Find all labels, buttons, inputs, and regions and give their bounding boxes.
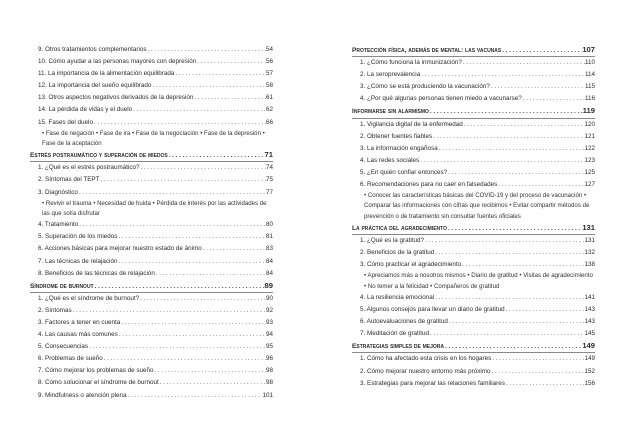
toc-bullet-item: • Visitas de agradecimiento [519,272,593,279]
dot-leader [154,365,266,377]
toc-entry-3-diagnostico[interactable] [30,187,273,199]
page-number: 81 [265,233,273,241]
page-number: 75 [265,176,273,184]
dot-leader [491,353,584,365]
dot-leader [447,167,584,179]
toc-entry-6-problemas-de-sueno[interactable] [30,353,273,365]
page-number: 84 [265,257,273,265]
page-number: 62 [265,106,273,114]
entry-title: 7. Meditación de gratitud [360,330,429,338]
page-number: 61 [265,94,273,102]
page-number: 95 [265,343,273,351]
toc-bullet-item: • Revivir el trauma [42,200,92,207]
dot-leader [491,366,585,378]
dot-leader [429,106,583,118]
entry-title: 6. Problemas de sueño [38,355,103,363]
toc-entry-2-como-mejorar-nuestro-entorno-mas-proxi[interactable] [352,366,595,378]
toc-left-column [30,44,273,402]
page-number: 122 [584,144,595,152]
page-number: 143 [584,318,595,326]
entry-title: 1. ¿Qué es el estrés postraumático? [38,164,140,172]
toc-entry-5-algunos-consejos-para-llevar-un-diario[interactable] [352,304,595,316]
toc-entry-1-como-funciona-la-inmunizacion[interactable] [352,57,595,69]
dot-leader [429,328,585,340]
entry-title: 15. Fases del duelo [38,118,93,126]
toc-entry-1-que-es-el-sindrome-de-burnout[interactable] [30,293,273,305]
page-number: 98 [265,379,273,387]
entry-title: 1. Cómo ha afectado esta crisis en los hogares [360,355,492,363]
toc-entry-7-como-mejorar-los-problemas-de-sueno[interactable] [30,365,273,377]
page-number: 90 [265,294,273,302]
toc-entry-2-la-seroprevalencia[interactable] [352,69,595,81]
toc-right-column [352,44,595,390]
entry-title: 6. Autoevaluaciones de gratitud [360,318,448,326]
dot-leader [117,231,266,243]
page-number: 123 [584,156,595,164]
toc-entry-2-sintomas[interactable] [30,305,273,317]
dot-leader [501,45,582,57]
page-number: 93 [265,318,273,326]
entry-title: 4. Las redes sociales [360,156,420,164]
page-number: 84 [265,269,273,277]
entry-title: 8. Cómo solucionar el síndrome de burnout [38,379,159,387]
page-number: 58 [265,82,273,90]
entry-title: 13. Otros aspectos negativos derivados de la depresión [38,94,194,102]
page-number: 145 [584,330,595,338]
section-title: La práctica del agradecimiento [352,225,447,233]
page-number: 110 [584,59,595,67]
toc-entry-6-recomendaciones-para-no-caer-en-falsed[interactable] [352,179,595,191]
entry-title: 2. Beneficios de la gratitud [360,249,435,257]
entry-title: 2. La seroprevalencia [360,71,421,79]
entry-title: 7. Cómo mejorar los problemas de sueño [38,367,154,375]
entry-title: 5. Algunos consejos para llevar un diario de gratitud [360,306,505,314]
toc-bullet-item: • Apreciamos más a nosotros mismos [364,272,466,279]
dot-leader [151,80,266,92]
toc-bullet-item: • No temer a la felicidad [364,283,428,290]
page-number: 107 [582,45,595,54]
page-number: 54 [265,46,273,53]
dot-leader [88,341,266,353]
toc-section-proteccion-fisica-ademas-de-mental-las-v[interactable] [352,44,595,57]
entry-title: 3. Estrategias para mejorar las relaciones familiares [360,379,505,387]
toc-bullet-item: • Fase de la depresión [200,130,261,137]
entry-title: 1. ¿Cómo funciona la inmunización? [360,59,462,67]
dot-leader [497,179,584,191]
page-number: 96 [265,355,273,363]
entry-title: 4. Las causas más comunes [38,331,118,339]
dot-leader [202,243,266,255]
dot-leader [120,317,266,329]
entry-title: 9. Otros tratamientos complementarios [38,46,147,53]
entry-title: 14. La pérdida de vidas y el duelo [38,106,133,114]
dot-leader [419,155,584,167]
entry-title: 3. ¿Cómo se está produciendo la vacunación? [360,83,490,91]
toc-section-informarse-sin-alarmismo[interactable] [352,105,595,118]
dot-leader [505,304,585,316]
toc-entry-4-las-redes-sociales[interactable] [352,155,595,167]
toc-section-la-practica-del-agradecimiento[interactable] [352,222,595,235]
toc-entry-1-que-es-la-gratitud[interactable] [352,235,595,247]
dot-leader [117,256,266,268]
page-number: 125 [584,168,595,176]
section-title: Estrategias simples de mejora [352,343,445,351]
dot-leader [103,353,266,365]
toc-section-estrategias-simples-de-mejora[interactable] [352,340,595,353]
toc-entry-4-por-que-algunas-personas-tienen-miedo-[interactable] [352,93,595,105]
entry-title: 9. Mindfulness o atención plena [38,391,127,399]
dot-leader [155,268,266,280]
entry-title: 10. Cómo ayudar a las personas mayores con depresión [38,58,197,66]
toc-bullet-item: • Diario de gratitud [467,272,517,279]
dot-leader [461,259,584,271]
page-number: 101 [262,391,273,399]
toc-bullet-item: • Fase de la aceptación [42,130,265,147]
page-number: 114 [584,71,595,79]
toc-bullet-list [352,191,595,222]
toc-entry-2-sintomas-del-tept[interactable] [30,174,273,186]
toc-bullet-item: • Evitar compartir métodos de prevención o de tratamiento sin consultar fuentes oficiales [364,202,589,219]
dot-leader [434,292,584,304]
dot-leader [193,92,266,104]
dot-leader [463,119,585,131]
dot-leader [168,150,265,162]
toc-entry-13-otros-aspectos-negativos-derivados-de[interactable] [30,92,273,104]
page-number: 121 [584,132,595,140]
toc-entry-3-factores-a-tener-en-cuenta[interactable] [30,317,273,329]
page-number: 92 [265,306,273,314]
toc-entry-3-la-informacion-enganosa[interactable] [352,143,595,155]
entry-title: 2. Cómo mejorar nuestro entorno más próximo [360,367,491,375]
toc-entry-6-acciones-basicas-para-mejorar-nuestro-[interactable] [30,243,273,255]
toc-entry-1-vigilancia-digital-de-la-enfermedad[interactable] [352,119,595,131]
page-number: 77 [265,188,273,196]
entry-title: 3. La información engañosa [360,144,438,152]
toc-section-sindrome-de-burnout[interactable] [30,280,273,293]
section-title: Síndrome de burnout [30,282,94,290]
dot-leader [424,235,584,247]
toc-entry-5-consecuencias[interactable] [30,341,273,353]
dot-leader [522,93,585,105]
dot-leader [490,81,585,93]
dot-leader [196,56,266,68]
toc-entry-9-mindfulness-o-atencion-plena[interactable] [30,390,273,402]
entry-title: 4. Tratamiento [38,221,79,229]
page-number: 115 [584,83,595,91]
page-number: 149 [584,355,595,363]
page-number: 143 [584,306,595,314]
entry-title: 1. ¿Qué es la gratitud? [360,237,425,245]
dot-leader [132,104,266,116]
toc-entry-2-obtener-fuentes-fiables[interactable] [352,131,595,143]
toc-bullet-item: • Fase de ira [96,130,130,137]
toc-entry-4-tratamiento[interactable] [30,219,273,231]
page-number: 131 [584,237,595,245]
toc-entry-12-la-importancia-del-sueno-equilibrado[interactable] [30,80,273,92]
section-title: Estrés postraumático y superación de miedos [30,152,168,160]
entry-title: 5. Superación de los miedos [38,233,118,241]
entry-title: 6. Recomendaciones para no caer en falsedades [360,181,498,189]
page-number: 127 [584,181,595,189]
page-number: 74 [265,164,273,172]
dot-leader [78,219,266,231]
dot-leader [140,162,266,174]
toc-bullet-item: • Fase de la negociación [132,130,199,137]
toc-entry-14-la-perdida-de-vidas-y-el-duelo[interactable] [30,104,273,116]
page-number: 131 [582,223,595,233]
toc-entry-1-como-ha-afectado-esta-crisis-en-los-ho[interactable] [352,353,595,365]
dot-leader [94,281,265,293]
entry-title: 1. ¿Qué es el síndrome de burnout? [38,294,140,302]
dot-leader [139,293,266,305]
toc-entry-9-otros-tratamientos-complementarios[interactable] [30,44,273,56]
page-number: 89 [264,280,273,290]
dot-leader [118,329,266,341]
entry-title: 6. Acciones básicas para mejorar nuestro estado de ánimo [38,245,202,253]
dot-leader [438,143,585,155]
toc-entry-8-beneficios-de-las-tecnicas-de-relajaci[interactable] [30,268,273,280]
toc-entry-3-estrategias-para-mejorar-las-relacione[interactable] [352,378,595,390]
dot-leader [159,377,266,389]
toc-bullet-list [352,271,595,292]
dot-leader [432,131,584,143]
toc-bullet-item: • Conocer las características básicas del COVID-19 y del proceso de vacunación [364,192,582,199]
page-number: 119 [582,106,595,116]
toc-entry-15-fases-del-duelo[interactable] [30,117,273,129]
toc-entry-8-como-solucionar-el-sindrome-de-burnout[interactable] [30,377,273,389]
page-number: 152 [584,367,595,375]
dot-leader [72,305,266,317]
dot-leader [505,378,585,390]
entry-title: 2. Síntomas [38,306,72,314]
toc-entry-5-superacion-de-los-miedos[interactable] [30,231,273,243]
page-number: 138 [584,261,595,269]
page-number: 56 [265,58,273,66]
section-title: Informarse sin alarmismo [352,108,429,116]
entry-title: 3. Diagnóstico [38,188,78,196]
toc-entry-6-autoevaluaciones-de-gratitud[interactable] [352,316,595,328]
entry-title: 2. Obtener fuentes fiables [360,132,433,140]
dot-leader [147,44,266,56]
dot-leader [78,187,266,199]
toc-entry-1-que-es-el-estres-postraumatico[interactable] [30,162,273,174]
entry-title: 1. Vigilancia digital de la enfermedad [360,120,463,128]
dot-leader [127,390,263,402]
dot-leader [462,57,585,69]
entry-title: 2. Síntomas del TEPT [38,176,100,184]
toc-bullet-item: • Compañeros de gratitud [430,283,499,290]
entry-title: 5. Consecuencias [38,343,89,351]
entry-title: 3. Factores a tener en cuenta [38,318,121,326]
toc-entry-4-las-causas-mas-comunes[interactable] [30,329,273,341]
toc-entry-3-como-se-esta-produciendo-la-vacunacion[interactable] [352,81,595,93]
dot-leader [447,223,582,235]
toc-entry-7-las-tecnicas-de-relajacion[interactable] [30,256,273,268]
dot-leader [434,247,584,259]
entry-title: 5. ¿En quién confiar entonces? [360,168,448,176]
page-number: 132 [584,249,595,257]
toc-entry-10-como-ayudar-a-las-personas-mayores-co[interactable] [30,56,273,68]
page-number: 57 [265,70,273,78]
toc-bullet-item: • Comparar las informaciones con cifras que recibimos [364,192,586,209]
entry-title: 7. Las técnicas de relajación [38,257,118,265]
toc-entry-5-en-quien-confiar-entonces[interactable] [352,167,595,179]
page-number: 83 [265,245,273,253]
section-title: Protección física, además de mental: las vacunas [352,47,502,54]
toc-entry-11-la-importancia-de-la-alimentacion-equ[interactable] [30,68,273,80]
dot-leader [174,68,266,80]
page-number: 71 [264,150,273,160]
page-number: 116 [584,95,595,103]
toc-entry-2-beneficios-de-la-gratitud[interactable] [352,247,595,259]
toc-bullet-item: • Fase de negación [42,130,94,137]
toc-bullet-list [30,199,273,220]
page-number: 94 [265,331,273,339]
toc-bullet-item: • Necesidad de huida [93,200,151,207]
dot-leader [420,69,585,81]
entry-title: 8. Beneficios de las técnicas de relajación [38,269,155,277]
page-number: 80 [265,221,273,229]
toc-entry-7-meditacion-de-gratitud[interactable] [352,328,595,340]
entry-title: 4. ¿Por qué algunas personas tienen miedo a vacunarse? [360,95,522,103]
toc-bullet-item: • Pérdida de interés por las actividades de las que solía disfrutar [42,200,267,217]
entry-title: 3. Cómo practicar el agradecimiento [360,261,462,269]
dot-leader [448,316,585,328]
toc-entry-4-la-resiliencia-emocional[interactable] [352,292,595,304]
page-number: 149 [582,341,595,351]
toc-entry-3-como-practicar-el-agradecimiento[interactable] [352,259,595,271]
entry-title: 12. La importancia del sueño equilibrado [38,82,152,90]
dot-leader [444,341,582,353]
toc-bullet-list [30,129,273,150]
page-number: 120 [584,120,595,128]
toc-section-estres-postraumatico-y-superacion-de-mie[interactable] [30,149,273,162]
entry-title: 4. La resiliencia emocional [360,293,435,301]
entry-title: 11. La importancia de la alimentación equilibrada [38,70,175,78]
page-number: 66 [265,118,273,126]
page-number: 141 [584,293,595,301]
dot-leader [99,174,266,186]
dot-leader [93,117,266,129]
page-number: 156 [584,379,595,387]
page-number: 98 [265,367,273,375]
